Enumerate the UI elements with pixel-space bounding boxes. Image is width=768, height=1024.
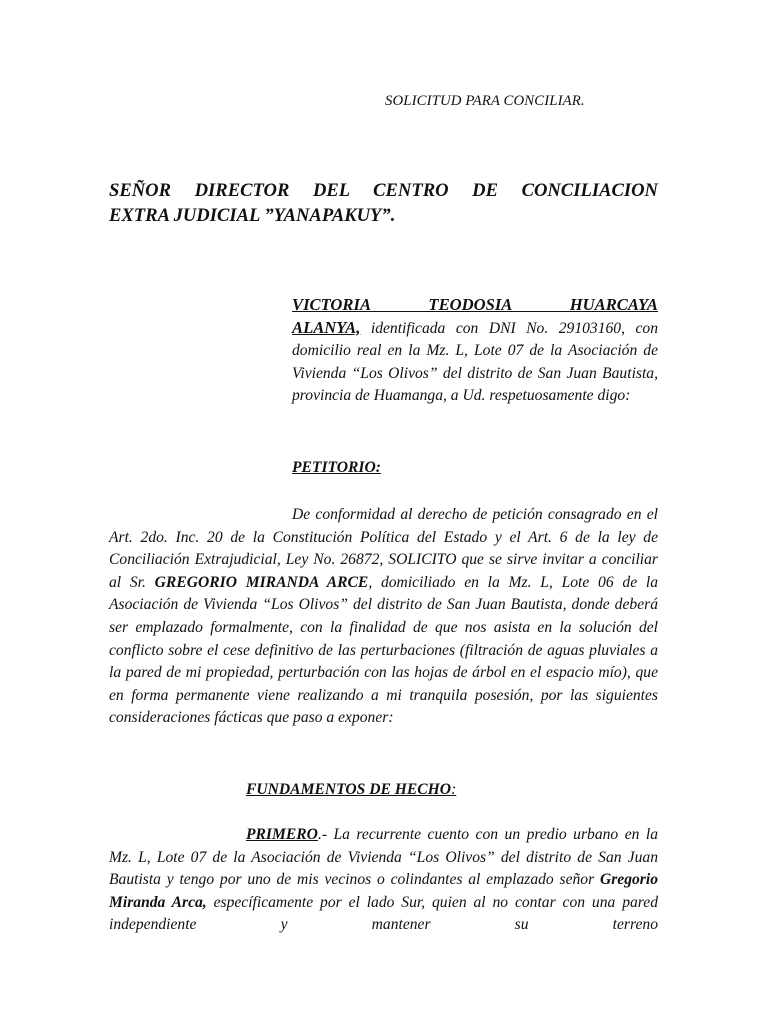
addressee-line-1: SEÑOR DIRECTOR DEL CENTRO DE CONCILIACION: [109, 180, 658, 201]
primero-label: PRIMERO: [246, 826, 318, 843]
addressee-block: [109, 179, 658, 228]
petitioner-name-line-1: VICTORIA TEODOSIA HUARCAYA: [292, 295, 658, 314]
fundamentos-heading: [246, 779, 456, 802]
fundamentos-heading-text: FUNDAMENTOS DE HECHO: [246, 781, 452, 798]
primero-text-before: .- La recurrente cuento con un predio urbano en la Mz. L, Lote 07 de la Asociación de Vivienda “Los Olivos” del distrito de San Juan Bautista y tengo por uno de mis vecinos o colindantes al emplazado señor: [109, 826, 658, 889]
respondent-name: GREGORIO MIRANDA ARCE: [154, 573, 369, 591]
petitioner-name-line-2: ALANYA,: [292, 317, 361, 337]
petitorio-text-before: De conformidad al derecho de petición consagrado en el Art. 2do. Inc. 20 de la Constitución Política del Estado y el Art. 6 de la ley de Conciliación Extrajudicial, Ley No. 26872, SOLICITO que se sirve invitar a conciliar al Sr.: [109, 506, 658, 591]
intro-paragraph: [292, 294, 658, 408]
petitorio-paragraph: [109, 504, 658, 730]
intro-text: identificada con DNI No. 29103160, con domicilio real en la Mz. L, Lote 07 de la Asociación de Vivienda “Los Olivos” del distrito de San Juan Bautista, provincia de Huamanga, a Ud. respetuosamente digo:: [292, 319, 658, 405]
primero-paragraph: [109, 824, 658, 937]
primero-text-after: específicamente por el lado Sur, quien al no contar con una pared independiente y mantener su terreno: [109, 893, 658, 934]
petitorio-heading: PETITORIO:: [292, 459, 381, 476]
addressee-line-2: EXTRA JUDICIAL ”YANAPAKUY”.: [109, 204, 396, 226]
document-subject: SOLICITUD PARA CONCILIAR.: [385, 93, 585, 109]
fundamentos-heading-colon: :: [451, 781, 457, 798]
neighbor-name: Gregorio Miranda Arca,: [109, 871, 658, 911]
petitorio-text-after: , domiciliado en la Mz. L, Lote 06 de la Asociación de Vivienda “Los Olivos” del distrito de San Juan Bautista, donde deberá ser emplazado formalmente, con la finalidad de que nos asista en la solución del conflicto sobre el cese definitivo de las perturbaciones (filtración de aguas pluviales a la pared de mi propiedad, perturbación con las hojas de árbol en el espacio mío), que en forma permanente viene realizando a mi tranquila posesión, por las siguientes consideraciones fácticas que paso a exponer:: [109, 573, 658, 727]
